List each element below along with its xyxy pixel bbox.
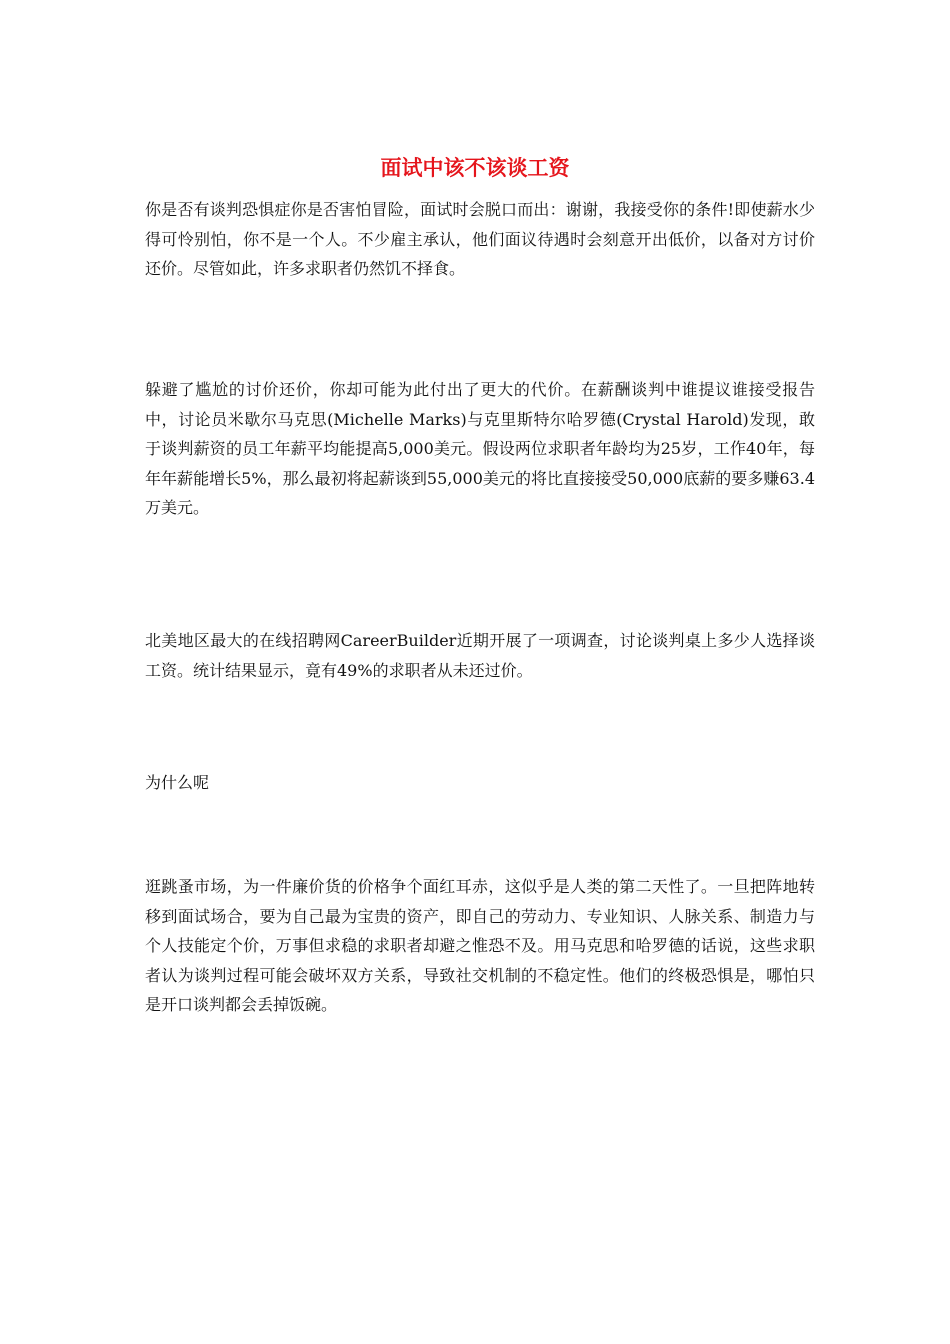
paragraph-5: 逛跳蚤市场，为一件廉价货的价格争个面红耳赤，这似乎是人类的第二天性了。一旦把阵地转移到面试场合，要为自己最为宝贵的资产，即自己的劳动力、专业知识、人脉关系、制造力与个人技能定个价，万事但求稳的求职者却避之惟恐不及。用马克思和哈罗德的话说，这些求职者认为谈判过程可能会破坏双方关系，导致社交机制的不稳定性。他们的终极恐惧是，哪怕只是开口谈判都会丢掉饭碗。 bbox=[145, 877, 815, 1014]
paragraph-3: 北美地区最大的在线招聘网CareerBuilder近期开展了一项调查，讨论谈判桌上多少人选择谈工资。统计结果显示，竟有49%的求职者从未还过价。 bbox=[145, 631, 815, 680]
paragraph-2: 躲避了尴尬的讨价还价，你却可能为此付出了更大的代价。在薪酬谈判中谁提议谁接受报告中，讨论员米歇尔马克思(Michelle Marks)与克里斯特尔哈罗德(Crystal Harold)发现，敢于谈判薪资的员工年薪平均能提高5,000美元。假设两位求职者年龄均为25岁，工作40年，每年年薪能增长5%，那么最初将起薪谈到55,000美元的将比直接接受50,000底薪的要多赚63.4万美元。 bbox=[145, 380, 815, 517]
document-title: 面试中该不该谈工资 bbox=[380, 155, 570, 180]
paragraph-4: 为什么呢 bbox=[145, 773, 210, 792]
paragraph-1: 你是否有谈判恐惧症你是否害怕冒险，面试时会脱口而出：谢谢，我接受你的条件!即使薪水少得可怜别怕，你不是一个人。不少雇主承认，他们面议待遇时会刻意开出低价，以备对方讨价还价。尽管如此，许多求职者仍然饥不择食。 bbox=[145, 200, 815, 278]
